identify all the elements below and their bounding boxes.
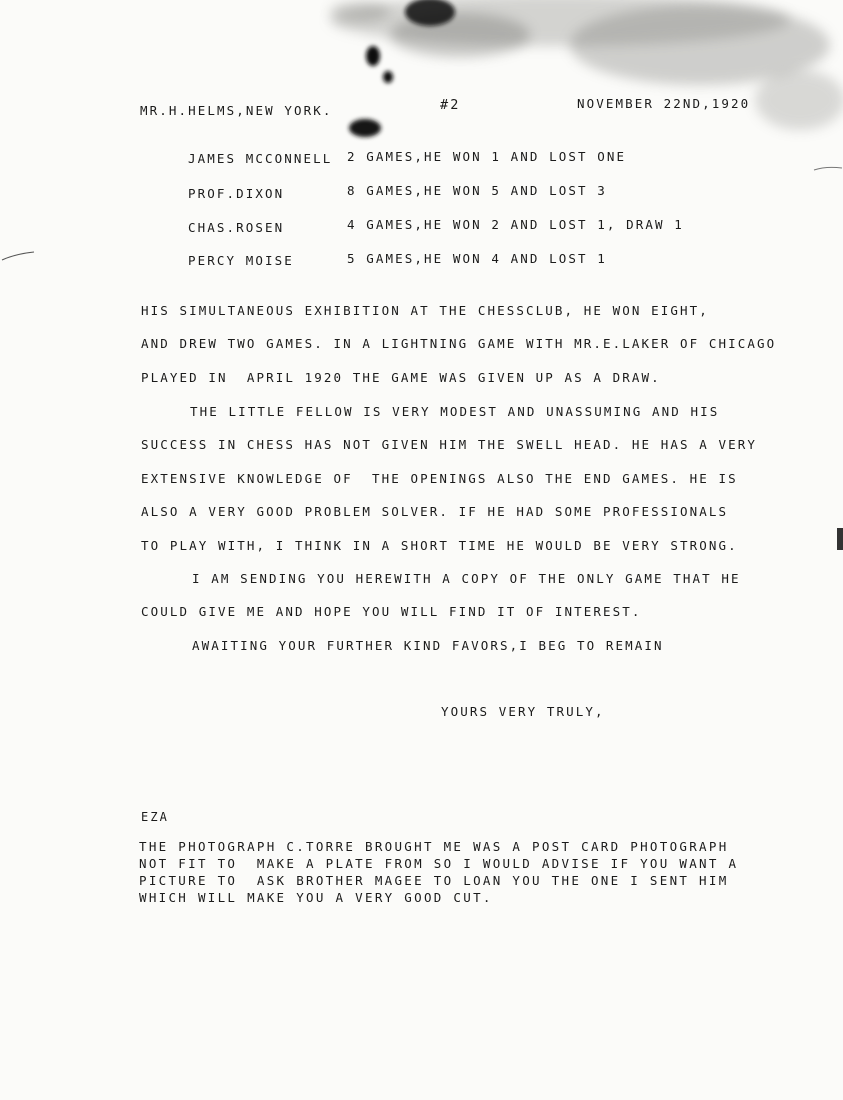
- postscript-line: WHICH WILL MAKE YOU A VERY GOOD CUT.: [139, 890, 493, 905]
- body-line: HIS SIMULTANEOUS EXHIBITION AT THE CHESSCLUB, HE WON EIGHT,: [141, 303, 709, 318]
- player-result: 4 GAMES,HE WON 2 AND LOST 1, DRAW 1: [347, 217, 684, 232]
- edge-scratch: [812, 160, 843, 180]
- ink-stain: [0, 0, 843, 160]
- player-name: PERCY MOISE: [188, 253, 294, 268]
- player-name: JAMES MCCONNELL: [188, 151, 333, 166]
- postscript-line: NOT FIT TO MAKE A PLATE FROM SO I WOULD ADVISE IF YOU WANT A: [139, 856, 739, 871]
- body-line: EXTENSIVE KNOWLEDGE OF THE OPENINGS ALSO THE END GAMES. HE IS: [141, 471, 738, 486]
- body-line: ALSO A VERY GOOD PROBLEM SOLVER. IF HE HAD SOME PROFESSIONALS: [141, 504, 729, 519]
- body-line: TO PLAY WITH, I THINK IN A SHORT TIME HE WOULD BE VERY STRONG.: [141, 538, 738, 553]
- body-line: THE LITTLE FELLOW IS VERY MODEST AND UNASSUMING AND HIS: [190, 404, 720, 419]
- player-name: CHAS.ROSEN: [188, 220, 285, 235]
- player-result: 5 GAMES,HE WON 4 AND LOST 1: [347, 251, 607, 266]
- player-result: 2 GAMES,HE WON 1 AND LOST ONE: [347, 149, 627, 164]
- typist-initials: EZA: [141, 810, 169, 824]
- body-line: AND DREW TWO GAMES. IN A LIGHTNING GAME WITH MR.E.LAKER OF CHICAGO: [141, 336, 777, 351]
- postscript-line: THE PHOTOGRAPH C.TORRE BROUGHT ME WAS A POST CARD PHOTOGRAPH: [139, 839, 729, 854]
- edge-scratch: [0, 240, 40, 270]
- body-line: I AM SENDING YOU HEREWITH A COPY OF THE ONLY GAME THAT HE: [192, 571, 741, 586]
- page-number: #2: [440, 97, 461, 113]
- body-line: AWAITING YOUR FURTHER KIND FAVORS,I BEG TO REMAIN: [192, 638, 664, 653]
- body-line: SUCCESS IN CHESS HAS NOT GIVEN HIM THE SWELL HEAD. HE HAS A VERY: [141, 437, 758, 452]
- body-line: PLAYED IN APRIL 1920 THE GAME WAS GIVEN UP AS A DRAW.: [141, 370, 661, 385]
- addressee: MR.H.HELMS,NEW YORK.: [140, 103, 333, 118]
- body-line: COULD GIVE ME AND HOPE YOU WILL FIND IT OF INTEREST.: [141, 604, 642, 619]
- player-result: 8 GAMES,HE WON 5 AND LOST 3: [347, 183, 607, 198]
- player-name: PROF.DIXON: [188, 186, 285, 201]
- closing: YOURS VERY TRULY,: [441, 704, 605, 719]
- edge-mark-right: [834, 520, 843, 560]
- letter-date: NOVEMBER 22ND,1920: [577, 96, 751, 111]
- postscript-line: PICTURE TO ASK BROTHER MAGEE TO LOAN YOU THE ONE I SENT HIM: [139, 873, 729, 888]
